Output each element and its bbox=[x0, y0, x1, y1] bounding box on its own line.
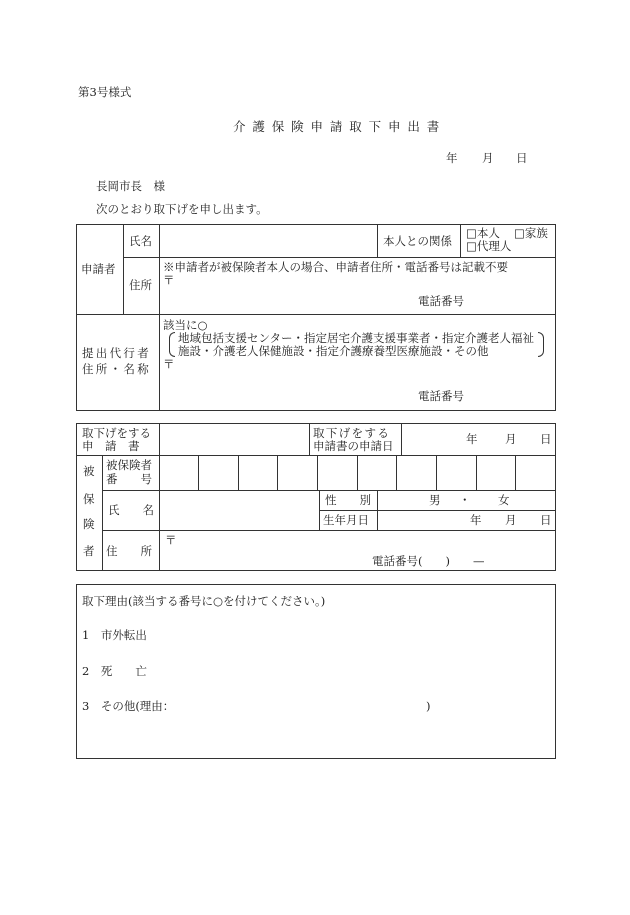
withdraw-day: 日 bbox=[540, 432, 552, 446]
insured-side-divider bbox=[102, 455, 103, 571]
agent-phone-label: 電話番号 bbox=[418, 389, 464, 403]
address-note: ※申請者が被保険者本人の場合、申請者住所・電話番号は記載不要 bbox=[163, 260, 508, 274]
agent-label-line1: 提出代行者 bbox=[82, 346, 151, 360]
number-row-divider bbox=[102, 490, 556, 491]
page-title: 介護保険申請取下申出書 bbox=[233, 119, 447, 134]
relation-divider-2 bbox=[460, 224, 461, 257]
sex-col-divider-2 bbox=[377, 490, 378, 530]
insured-side-char-1: 被 bbox=[83, 464, 95, 478]
options-left-bracket bbox=[169, 332, 175, 357]
reason-item-3[interactable]: 3 その他(理由： bbox=[82, 699, 175, 713]
applicant-divider bbox=[123, 224, 124, 314]
insured-postal-mark: 〒 bbox=[165, 533, 177, 547]
withdraw-date-divider-1 bbox=[309, 423, 310, 455]
dob-day: 日 bbox=[540, 513, 552, 527]
applicant-phone-label: 電話番号 bbox=[418, 294, 464, 308]
reason-other-field[interactable] bbox=[180, 698, 424, 716]
agent-postal-mark: 〒 bbox=[163, 357, 175, 371]
agent-applicable-label: 該当に○ bbox=[163, 318, 208, 332]
relation-agent-option[interactable]: □代理人 bbox=[466, 239, 512, 253]
withdraw-date-label-line2: 申請書の申請日 bbox=[313, 439, 394, 453]
form-number: 第3号様式 bbox=[78, 85, 132, 99]
withdraw-month: 月 bbox=[505, 432, 517, 446]
reason-item-2[interactable]: 2 死 亡 bbox=[82, 664, 147, 678]
applicant-postal-mark: 〒 bbox=[163, 273, 175, 287]
name-row-divider bbox=[123, 257, 556, 258]
relation-label: 本人との関係 bbox=[383, 234, 452, 248]
applicant-label: 申請者 bbox=[81, 262, 116, 276]
label-divider bbox=[159, 224, 160, 411]
withdraw-target-label-line1: 取下げをする bbox=[82, 426, 151, 440]
relation-family-option[interactable]: □家族 bbox=[514, 226, 548, 240]
insured-number-field[interactable] bbox=[161, 457, 554, 488]
relation-self-option[interactable]: □本人 bbox=[466, 226, 500, 240]
insured-side-char-3: 険 bbox=[83, 517, 95, 531]
agent-label-line2: 住所・名称 bbox=[82, 362, 151, 376]
insured-side-char-4: 者 bbox=[83, 544, 95, 558]
agent-options-line2[interactable]: 施設・介護老人保健施設・指定介護療養型医療施設・その他 bbox=[178, 344, 489, 358]
name-label: 氏名 bbox=[129, 234, 152, 248]
withdraw-row-divider bbox=[76, 455, 556, 456]
agent-row-divider bbox=[76, 314, 556, 315]
insured-name-field[interactable] bbox=[161, 492, 317, 528]
options-right-bracket bbox=[538, 332, 544, 357]
dob-year: 年 bbox=[470, 513, 482, 527]
withdraw-target-label-line2: 申 請 書 bbox=[82, 439, 140, 453]
sex-male-option[interactable]: 男 bbox=[429, 493, 441, 507]
insured-label-divider bbox=[159, 423, 160, 571]
reason-heading: 取下理由(該当する番号に○を付けてください。) bbox=[82, 594, 326, 608]
dob-label: 生年月日 bbox=[323, 513, 369, 527]
sex-row-divider bbox=[319, 510, 556, 511]
intro-text: 次のとおり取下げを申し出ます。 bbox=[96, 202, 268, 216]
dob-month: 月 bbox=[505, 513, 517, 527]
withdraw-date-divider-2 bbox=[401, 423, 402, 455]
insured-side-char-2: 保 bbox=[83, 492, 95, 506]
insured-number-label-line1: 被保険者 bbox=[106, 458, 152, 472]
reason-item-1[interactable]: 1 市外転出 bbox=[82, 628, 147, 642]
name-row-bottom bbox=[102, 530, 556, 531]
sex-col-divider-1 bbox=[319, 490, 320, 530]
agent-options-line1[interactable]: 地域包括支援センター・指定居宅介護支援事業者・指定介護老人福祉 bbox=[178, 331, 535, 345]
date-year: 年 bbox=[446, 151, 458, 165]
relation-divider-1 bbox=[377, 224, 378, 257]
insured-address-label: 住 所 bbox=[106, 544, 152, 558]
sex-female-option[interactable]: 女 bbox=[498, 493, 510, 507]
withdraw-target-field[interactable] bbox=[161, 425, 307, 453]
agent-address-field[interactable] bbox=[175, 358, 550, 384]
date-month: 月 bbox=[482, 151, 494, 165]
applicant-name-field[interactable] bbox=[161, 226, 375, 255]
insured-phone-label: 電話番号( ) — bbox=[372, 554, 485, 568]
reason-close-paren: ) bbox=[426, 699, 431, 713]
withdraw-date-label-line1: 取下げをする bbox=[313, 426, 391, 440]
date-day: 日 bbox=[516, 151, 528, 165]
insured-number-label-line2: 番 号 bbox=[106, 472, 152, 486]
insured-name-label: 氏 名 bbox=[108, 503, 154, 517]
applicant-address-field[interactable] bbox=[175, 274, 550, 290]
insured-address-field[interactable] bbox=[177, 534, 550, 552]
withdraw-year: 年 bbox=[466, 432, 478, 446]
address-label: 住所 bbox=[129, 278, 152, 292]
sex-label: 性 別 bbox=[325, 493, 371, 507]
addressee: 長岡市長 様 bbox=[96, 179, 165, 193]
sex-separator: ・ bbox=[459, 493, 471, 507]
reason-box bbox=[76, 584, 556, 759]
